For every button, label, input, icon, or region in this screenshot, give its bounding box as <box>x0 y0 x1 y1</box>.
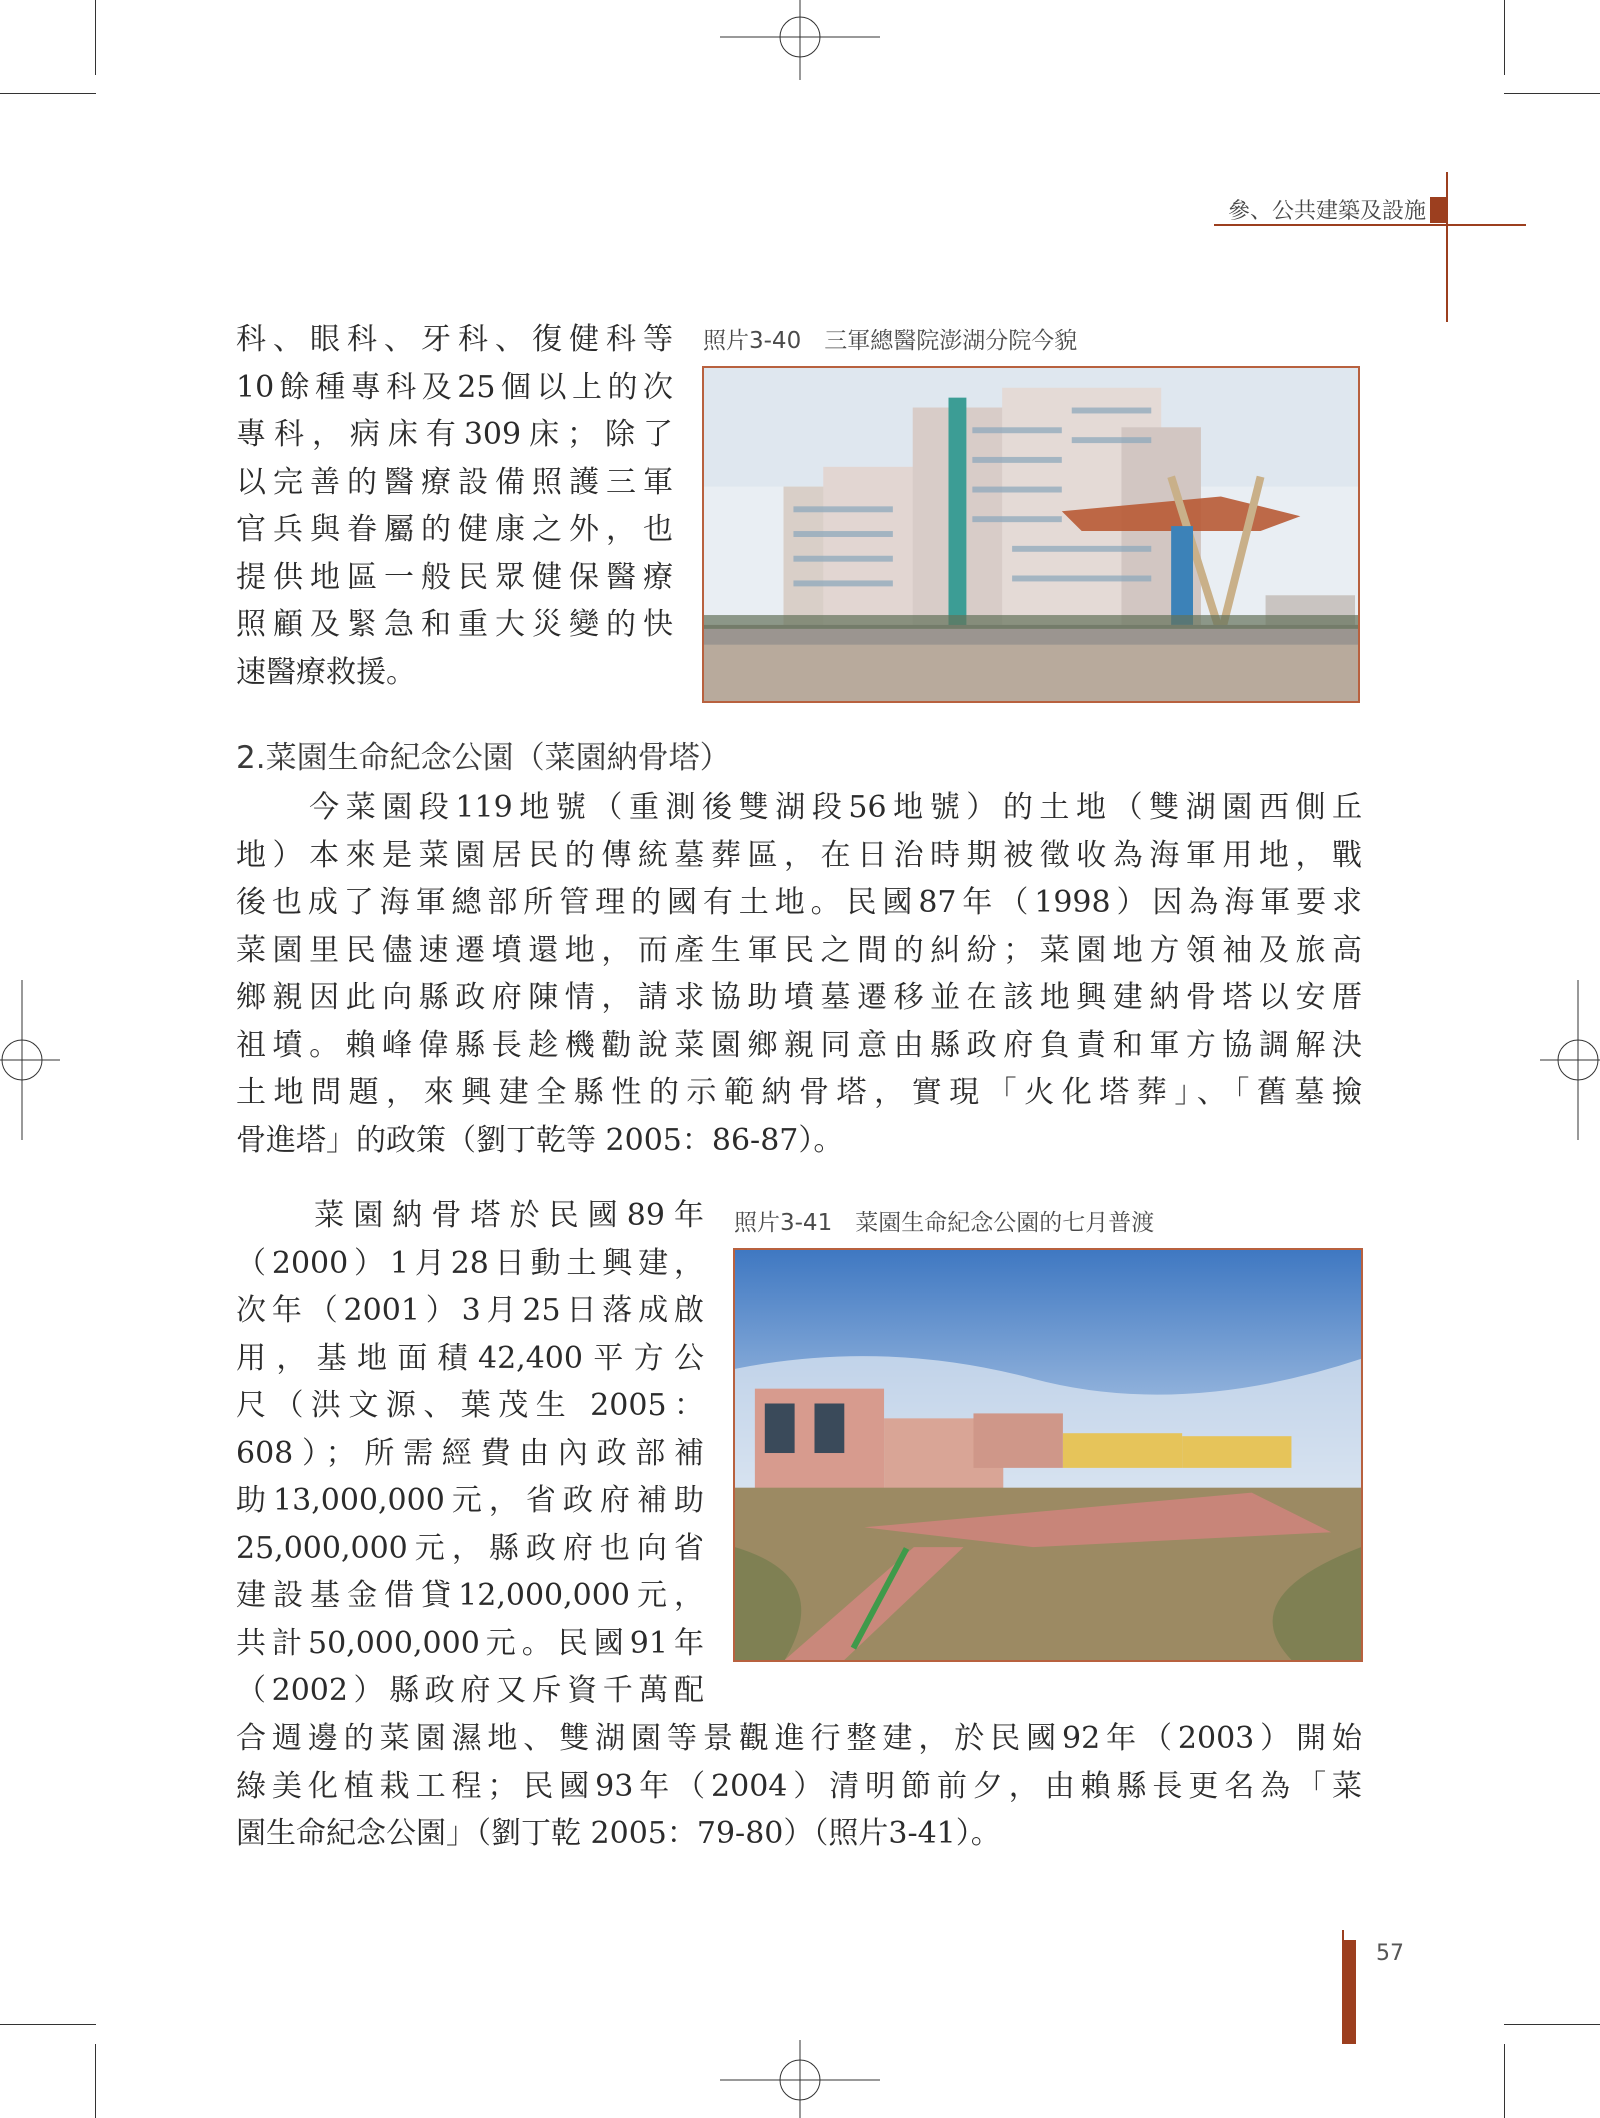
text-line: 用，基地面積42,400平方公 <box>236 1340 704 1376</box>
text-line: 10餘種專科及25個以上的次 <box>236 369 673 405</box>
text-line: 次年（2001）3月25日落成啟 <box>236 1293 704 1328</box>
text-line: 速醫療救援。 <box>236 654 416 690</box>
text-line: 科、眼科、牙科、復健科等 <box>236 322 673 357</box>
header-rule <box>1214 224 1526 226</box>
page-number: 57 <box>1376 1941 1404 1966</box>
section-heading: 2.菜園生命紀念公園（菜園納骨塔） <box>236 740 731 776</box>
photo-caption: 照片3-41 菜園生命紀念公園的七月普渡 <box>734 1210 1155 1236</box>
paragraph <box>236 784 1362 1164</box>
text-line: 官兵與眷屬的健康之外，也 <box>236 512 673 547</box>
text-line: 共計50,000,000元。民國91年 <box>236 1625 704 1661</box>
chapter-marker <box>1430 197 1446 223</box>
text-line: 鄉親因此向縣政府陳情，請求協助墳墓遷移並在該地興建納骨塔以安厝 <box>236 980 1362 1015</box>
intro-text <box>236 316 673 696</box>
text-line: 25,000,000元，縣政府也向省 <box>236 1530 704 1566</box>
text-line: 菜園里民儘速遷墳還地，而產生軍民之間的糾紛；菜園地方領袖及旅高 <box>236 932 1362 968</box>
text-line: 骨進塔」的政策（劉丁乾等 2005：86-87）。 <box>236 1122 844 1158</box>
footer-marker <box>1344 1940 1356 2044</box>
text-line: 地）本來是菜園居民的傳統墓葬區，在日治時期被徵收為海軍用地，戰 <box>236 837 1362 873</box>
paragraph <box>236 1192 704 1715</box>
text-line: （2002）縣政府又斥資千萬配 <box>236 1673 704 1708</box>
photo-caption: 照片3-40 三軍總醫院澎湖分院今貌 <box>703 328 1078 354</box>
text-line: 專科，病床有309床；除了 <box>236 417 673 452</box>
text-line: 今菜園段119地號（重測後雙湖段56地號）的土地（雙湖園西側丘 <box>236 790 1362 825</box>
text-line: 提供地區一般民眾健保醫療 <box>236 559 673 595</box>
text-line: 合週邊的菜園濕地、雙湖園等景觀進行整建，於民國92年（2003）開始 <box>236 1721 1362 1756</box>
memorial-park-photo <box>733 1248 1363 1662</box>
text-line: 園生命紀念公園」（劉丁乾 2005：79-80）（照片3-41）。 <box>236 1816 1001 1851</box>
text-line: 後也成了海軍總部所管理的國有土地。民國87年（1998）因為海軍要求 <box>236 885 1362 920</box>
header-vertical-rule <box>1446 172 1448 322</box>
text-line: 菜園納骨塔於民國89年 <box>236 1198 704 1233</box>
text-line: 綠美化植栽工程；民國93年（2004）清明節前夕，由賴縣長更名為「菜 <box>236 1768 1362 1804</box>
chapter-title: 參、公共建築及設施 <box>1227 199 1426 224</box>
text-line: 照顧及緊急和重大災變的快 <box>236 607 673 642</box>
text-line: 608）；所需經費由內政部補 <box>236 1435 704 1471</box>
hospital-photo <box>702 366 1360 703</box>
text-line: 建設基金借貸12,000,000元， <box>236 1578 704 1613</box>
paragraph <box>236 1715 1362 1858</box>
text-line: 助13,000,000元，省政府補助 <box>236 1483 704 1518</box>
text-line: 尺（洪文源、葉茂生 2005： <box>236 1388 704 1423</box>
text-line: （2000）1月28日動土興建， <box>236 1245 704 1281</box>
text-line: 祖墳。賴峰偉縣長趁機勸說菜園鄉親同意由縣政府負責和軍方協調解決 <box>236 1027 1362 1063</box>
text-line: 以完善的醫療設備照護三軍 <box>236 464 673 500</box>
text-line: 土地問題，來興建全縣性的示範納骨塔，實現「火化塔葬」、「舊墓撿 <box>236 1075 1362 1110</box>
